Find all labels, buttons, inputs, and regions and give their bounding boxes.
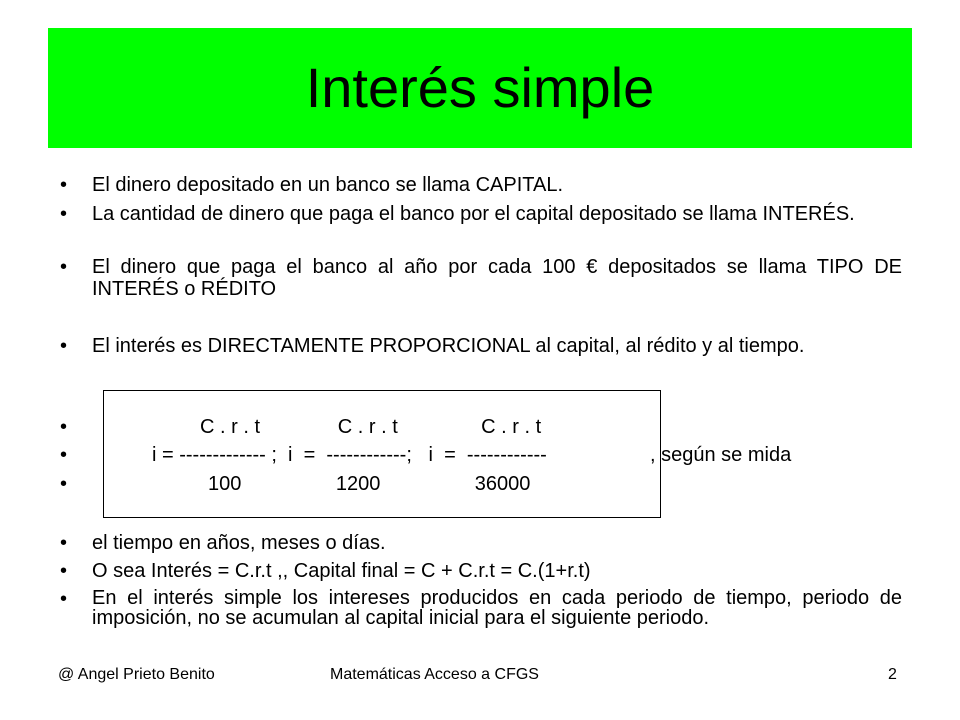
bullet-text: La cantidad de dinero que paga el banco por el capital depositado se llama INTERÉS. (92, 203, 855, 225)
formula-suffix: , según se mida (650, 444, 792, 466)
bullet-marker: • (60, 335, 68, 357)
bullet-marker: • (60, 416, 68, 438)
bullet-text: El dinero depositado en un banco se llama CAPITAL. (92, 174, 564, 196)
bullet-text: En el interés simple los intereses producidos en cada periodo de tiempo, periodo de imposición, no se acumulan al capital inicial para el siguiente periodo. (92, 587, 902, 629)
bullet-marker: • (60, 203, 68, 225)
footer-author: @ Angel Prieto Benito (58, 666, 215, 683)
bullet-marker: • (60, 256, 68, 278)
bullet-marker: • (60, 174, 68, 196)
bullet-marker: • (60, 560, 68, 582)
slide-title: Interés simple (305, 56, 655, 119)
bullet-marker: • (60, 588, 68, 610)
bullet-text: El interés es DIRECTAMENTE PROPORCIONAL al capital, al rédito y al tiempo. (92, 335, 805, 357)
bullet-text: el tiempo en años, meses o días. (92, 532, 386, 554)
bullet-text: O sea Interés = C.r.t ,, Capital final = C + C.r.t = C.(1+r.t) (92, 560, 591, 582)
title-banner (48, 28, 912, 148)
formula-fraction-line: i = ------------- ; i = ------------; i = ------------ (152, 444, 547, 466)
bullet-marker: • (60, 444, 68, 466)
footer-course: Matemáticas Acceso a CFGS (330, 666, 539, 683)
bullet-text: El dinero que paga el banco al año por cada 100 € depositados se llama TIPO DE INTERÉS o RÉDITO (92, 256, 902, 300)
bullet-marker: • (60, 473, 68, 495)
formula-numerator: C . r . t C . r . t C . r . t (200, 416, 542, 438)
formula-denominator: 100 1200 36000 (208, 473, 531, 495)
footer-page-number: 2 (888, 666, 897, 683)
bullet-marker: • (60, 532, 68, 554)
